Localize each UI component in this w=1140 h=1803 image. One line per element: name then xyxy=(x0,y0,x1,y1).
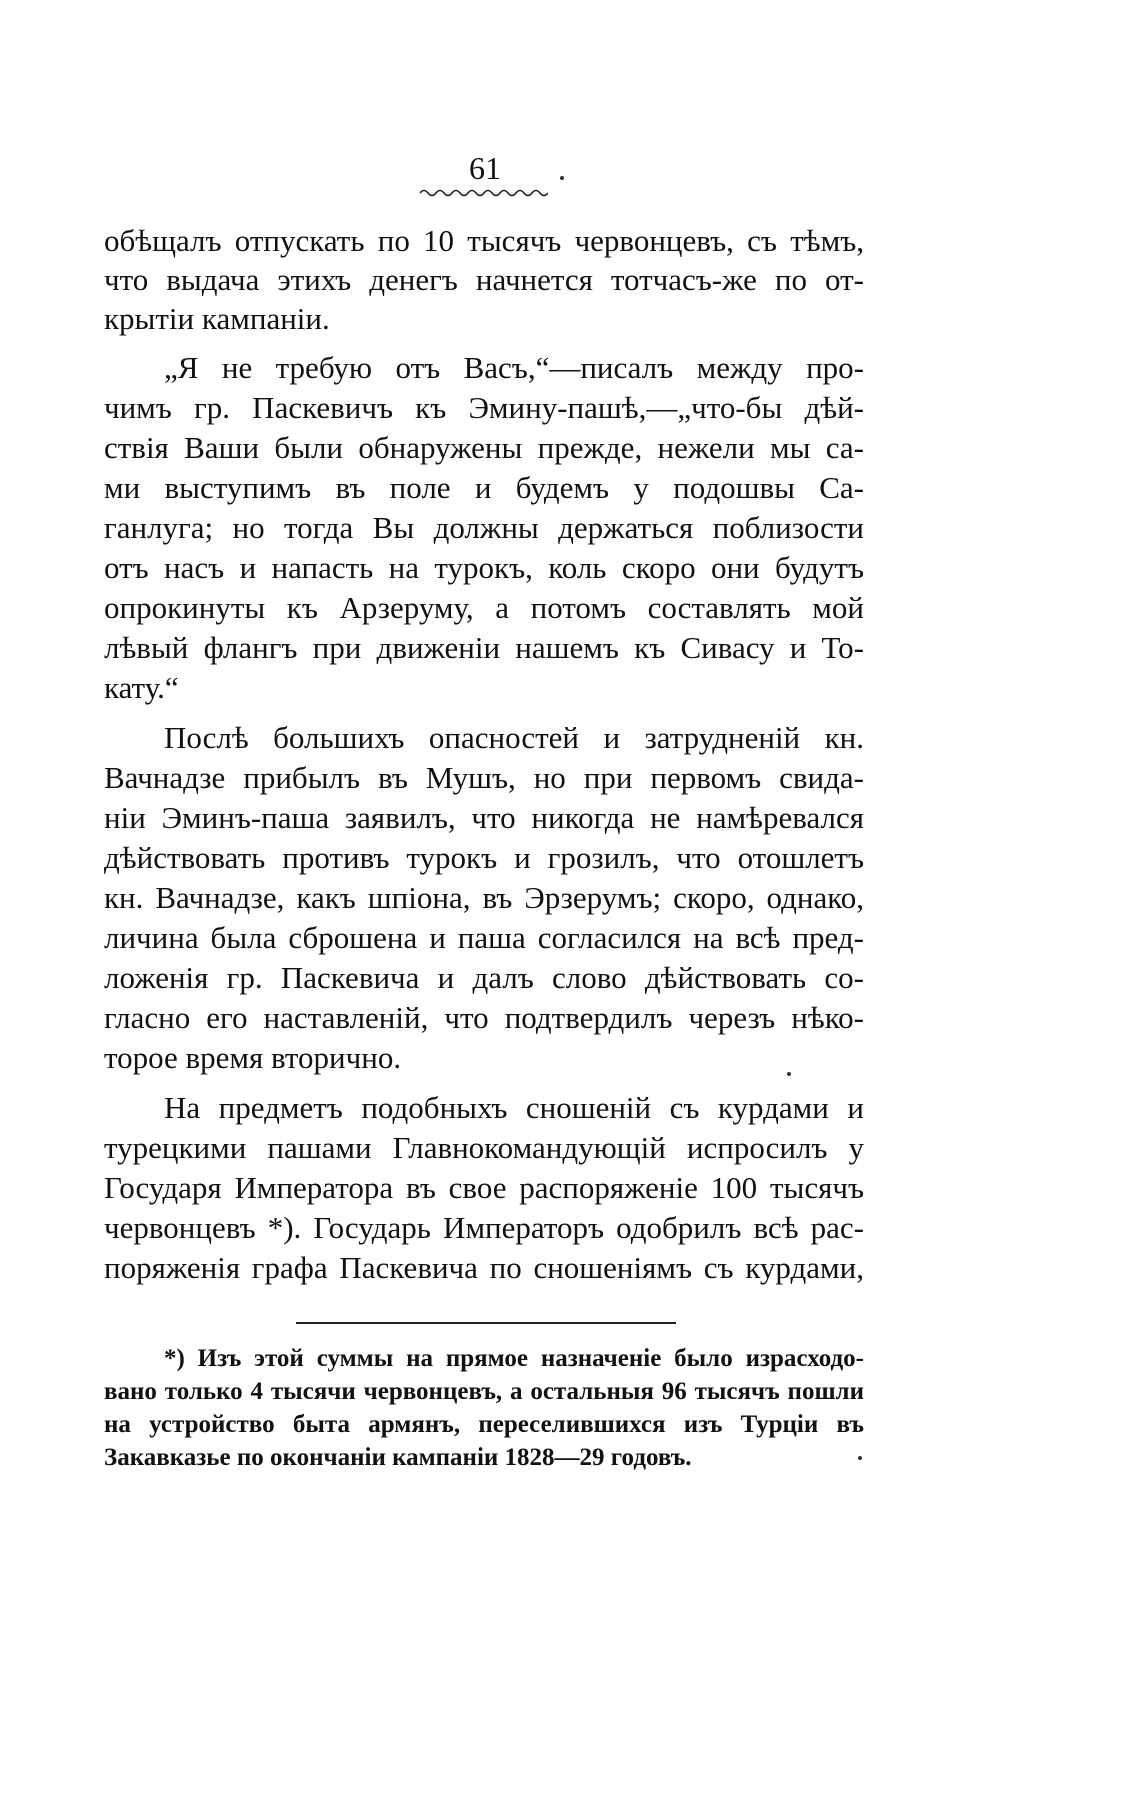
body-line: гласно его наставленій, что подтвердилъ черезъ нѣко- xyxy=(104,1000,864,1035)
body-line: ствія Ваши были обнаружены прежде, нежели мы са- xyxy=(104,430,864,465)
body-line: обѣщалъ отпускать по 10 тысячъ червонцевъ, съ тѣмъ, xyxy=(104,223,864,258)
footnote-line: вано только 4 тысячи червонцевъ, а остальныя 96 тысячъ пошли xyxy=(104,1378,864,1405)
body-line: Послѣ большихъ опасностей и затрудненій кн. xyxy=(164,720,864,755)
footnote-rule xyxy=(296,1322,676,1324)
wavy-ornament xyxy=(418,187,548,199)
body-line: лѣвый флангъ при движеніи нашемъ къ Сивасу и То- xyxy=(104,630,864,665)
body-line: турецкими пашами Главнокомандующій испросилъ у xyxy=(104,1130,864,1165)
footnote-line: Закавказье по окончаніи кампаніи 1828—29 годовъ. xyxy=(104,1444,692,1471)
body-line: ми выступимъ въ поле и будемъ у подошвы Са- xyxy=(104,470,864,505)
body-line: Государя Императора въ свое распоряженіе 100 тысячъ xyxy=(104,1170,864,1205)
footnote-line: *) Изъ этой суммы на прямое назначеніе было израсходо- xyxy=(164,1345,864,1372)
body-line: опрокинуты къ Арзеруму, а потомъ составлять мой xyxy=(104,590,864,625)
body-line: ложенія гр. Паскевича и далъ слово дѣйствовать со- xyxy=(104,960,864,995)
body-line: червонцевъ *). Государь Императоръ одобрилъ всѣ рас- xyxy=(104,1210,864,1245)
body-line: кату.“ xyxy=(104,670,179,705)
scan-speck xyxy=(858,1456,862,1460)
body-line: кн. Вачнадзе, какъ шпіона, въ Эрзерумъ; скоро, однако, xyxy=(104,880,864,915)
scan-speck xyxy=(560,176,564,180)
body-line: Вачнадзе прибылъ въ Мушъ, но при первомъ свида- xyxy=(104,760,864,795)
body-line: что выдача этихъ денегъ начнется тотчасъ-же по от- xyxy=(104,262,864,297)
body-line: дѣйствовать противъ турокъ и грозилъ, что отошлетъ xyxy=(104,840,864,875)
scan-speck xyxy=(787,1072,791,1076)
body-line: отъ насъ и напасть на турокъ, коль скоро они будутъ xyxy=(104,550,864,585)
body-line: торое время вторично. xyxy=(104,1040,402,1075)
body-line: На предметъ подобныхъ сношеній съ курдами и xyxy=(164,1090,864,1125)
body-line: поряженія графа Паскевича по сношеніямъ съ курдами, xyxy=(104,1250,864,1285)
body-line: крытіи кампаніи. xyxy=(104,301,330,336)
body-line: личина была сброшена и паша согласился на всѣ пред- xyxy=(104,920,864,955)
body-line: ганлуга; но тогда Вы должны держаться поблизости xyxy=(104,510,864,545)
body-line: ніи Эминъ-паша заявилъ, что никогда не намѣревался xyxy=(104,800,864,835)
body-line: чимъ гр. Паскевичъ къ Эмину-пашѣ,—„что-бы дѣй- xyxy=(104,390,864,425)
page-number: 61 xyxy=(469,150,501,186)
footnote-line: на устройство быта армянъ, переселившихся изъ Турціи въ xyxy=(104,1411,864,1438)
body-line: „Я не требую отъ Васъ,“—писалъ между про- xyxy=(164,350,864,385)
